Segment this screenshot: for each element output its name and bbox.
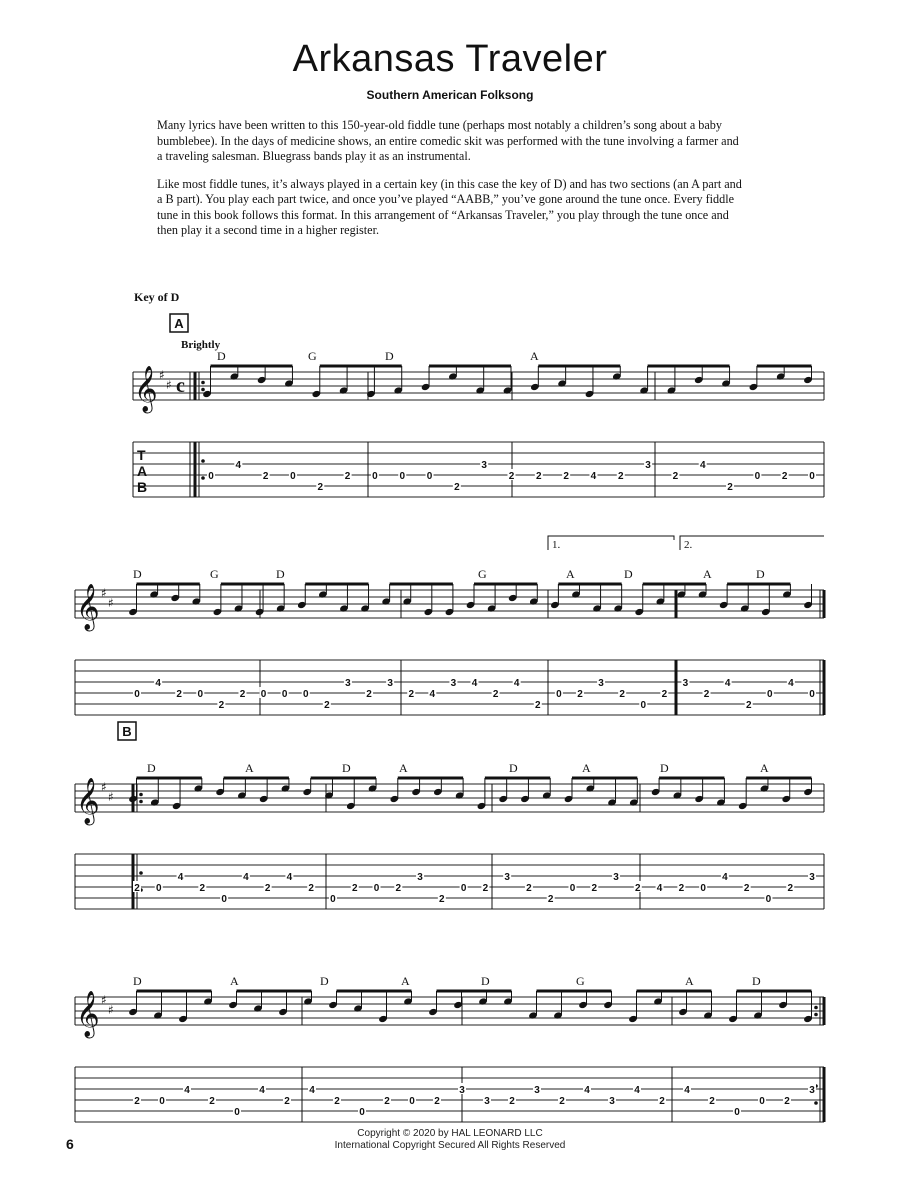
tab-number: 3 (387, 678, 393, 689)
tab-number: 2 (439, 894, 445, 905)
copyright-line: Copyright © 2020 by HAL LEONARD LLC (357, 1128, 543, 1139)
tab-number: 2 (703, 689, 710, 700)
tab-number: 2 (408, 689, 414, 700)
treble-clef: 𝄞 (76, 778, 100, 824)
repeat-dot (201, 476, 205, 480)
repeat-dot (139, 871, 143, 875)
copyright-line: International Copyright Secured All Rights Reserved (334, 1140, 566, 1151)
tab-number: 3 (645, 460, 651, 471)
tab-clef-letter: B (137, 479, 148, 495)
tab-number: 0 (640, 700, 647, 711)
tab-number: 2 (509, 1096, 515, 1107)
chord-symbol: D (752, 974, 761, 988)
tab-number: 2 (176, 689, 182, 700)
tab-number: 2 (454, 482, 460, 493)
ending-label: 2. (684, 539, 693, 551)
tab-number: 3 (609, 1096, 615, 1107)
tab-number: 0 (302, 689, 309, 700)
tab-number: 2 (482, 883, 489, 894)
key-sharp: ♯ (166, 378, 172, 392)
tab-number: 2 (635, 883, 641, 894)
key-sharp: ♯ (101, 586, 107, 600)
tab-number: 2 (239, 689, 246, 700)
page-number: 6 (66, 1136, 74, 1152)
tab-number: 2 (134, 883, 140, 894)
chord-symbol: D (481, 974, 490, 988)
tab-number: 2 (727, 482, 733, 493)
ending-label: 1. (552, 539, 561, 551)
tab-number: 0 (330, 894, 336, 905)
treble-clef: 𝄞 (76, 991, 100, 1037)
tab-number: 3 (484, 1096, 490, 1107)
tab-number: 3 (682, 678, 689, 689)
tab-number: 2 (218, 700, 225, 711)
tab-number: 0 (734, 1107, 740, 1118)
repeat-dot (139, 800, 143, 804)
tab-number: 2 (526, 883, 532, 894)
tab-number: 0 (359, 1107, 365, 1118)
tab-number: 2 (591, 883, 598, 894)
repeat-dot (201, 388, 205, 392)
chord-symbol: G (478, 567, 487, 581)
tab-number: 2 (535, 700, 541, 711)
chord-symbol: D (660, 761, 669, 775)
chord-symbol: D (624, 567, 633, 581)
tab-clef-letter: T (137, 447, 146, 463)
tab-number: 0 (281, 689, 288, 700)
music-system (0, 528, 900, 728)
intro-paragraph: Many lyrics have been written to this 150-year-old fiddle tune (perhaps most notably a children’s song about a baby bumblebee). In the days of medicine shows, an entire comedic skit was performed with the tune involving a farmer and a traveling salesman. Bluegrass bands play it as an instrumental. (157, 118, 739, 163)
tab-number: 3 (450, 678, 457, 689)
tab-number: 4 (286, 872, 293, 883)
key-sharp: ♯ (101, 993, 107, 1007)
chord-symbol: D (320, 974, 329, 988)
music-system (0, 722, 900, 922)
chord-symbol: D (133, 974, 142, 988)
repeat-dot (201, 459, 205, 463)
tab-number: 4 (235, 460, 242, 471)
song-title: Arkansas Traveler (292, 38, 608, 80)
chord-symbol: A (685, 974, 694, 988)
treble-clef: 𝄞 (134, 366, 158, 412)
tab-number: 3 (534, 1085, 540, 1096)
key-sharp: ♯ (159, 368, 165, 382)
chord-symbol: A (245, 761, 254, 775)
tab-number: 2 (787, 883, 794, 894)
tab-number: 4 (243, 872, 249, 883)
tab-number: 2 (709, 1096, 715, 1107)
notation-svg (0, 310, 900, 510)
tab-number: 4 (309, 1085, 315, 1096)
key-sharp: ♯ (108, 790, 114, 804)
notation-svg (0, 935, 900, 1135)
tab-number: 0 (809, 471, 815, 482)
tab-number: 0 (556, 689, 562, 700)
chord-symbol: D (133, 567, 142, 581)
treble-clef: 𝄞 (76, 584, 100, 630)
tab-number: 0 (197, 689, 204, 700)
tab-number: 2 (563, 471, 569, 482)
tab-number: 4 (513, 678, 520, 689)
key-sharp: ♯ (101, 780, 107, 794)
tab-number: 2 (659, 1096, 665, 1107)
tab-number: 2 (264, 883, 271, 894)
chord-symbol: G (576, 974, 585, 988)
tab-number: 2 (351, 883, 358, 894)
tab-number: 2 (284, 1096, 290, 1107)
chord-symbol: A (582, 761, 591, 775)
tab-number: 0 (759, 1096, 765, 1107)
tab-number: 0 (460, 883, 467, 894)
song-subtitle: Southern American Folksong (366, 88, 534, 102)
tab-number: 2 (308, 883, 314, 894)
tab-number: 0 (373, 883, 380, 894)
tab-number: 2 (617, 471, 624, 482)
tab-number: 2 (672, 471, 679, 482)
tab-number: 3 (345, 678, 351, 689)
repeat-dot (139, 793, 143, 797)
tab-number: 0 (208, 471, 214, 482)
tab-number: 4 (788, 678, 794, 689)
tab-number: 0 (290, 471, 296, 482)
tab-number: 2 (508, 471, 515, 482)
tab-number: 2 (661, 689, 668, 700)
tab-number: 0 (700, 883, 706, 894)
tab-number: 4 (259, 1085, 265, 1096)
tab-clef-letter: A (137, 463, 148, 479)
tempo-marking: Brightly (181, 339, 221, 351)
tab-number: 4 (722, 872, 728, 883)
chord-symbol: G (308, 349, 317, 363)
key-label: Key of D (134, 290, 180, 304)
chord-symbol: D (217, 349, 226, 363)
tab-number: 0 (409, 1096, 415, 1107)
tab-number: 3 (417, 872, 423, 883)
tab-number: 0 (159, 1096, 165, 1107)
tab-number: 2 (492, 689, 499, 700)
chord-symbol: D (342, 761, 351, 775)
key-sharp: ♯ (108, 1003, 114, 1017)
music-system (0, 935, 900, 1135)
rehearsal-mark: B (122, 724, 132, 739)
repeat-dot (814, 1013, 818, 1017)
chord-symbol: D (509, 761, 518, 775)
tab-number: 2 (547, 894, 554, 905)
repeat-dot (814, 1101, 818, 1105)
chord-symbol: A (401, 974, 410, 988)
tab-number: 2 (209, 1096, 215, 1107)
chord-symbol: A (399, 761, 408, 775)
chord-symbol: A (230, 974, 239, 988)
tab-number: 3 (809, 1085, 815, 1096)
tab-number: 2 (344, 471, 351, 482)
tab-number: 2 (384, 1096, 390, 1107)
tab-number: 2 (781, 471, 788, 482)
tab-number: 4 (471, 678, 478, 689)
chord-symbol: G (210, 567, 219, 581)
chord-symbol: A (703, 567, 712, 581)
tab-number: 2 (619, 689, 625, 700)
tab-number: 0 (234, 1107, 240, 1118)
chord-symbol: D (756, 567, 765, 581)
tab-number: 4 (699, 460, 706, 471)
tab-number: 2 (434, 1096, 440, 1107)
tab-number: 4 (429, 689, 436, 700)
tab-number: 4 (656, 883, 663, 894)
tab-number: 0 (809, 689, 815, 700)
chord-symbol: A (760, 761, 769, 775)
tab-number: 0 (399, 471, 406, 482)
tab-number: 2 (395, 883, 402, 894)
tab-number: 4 (634, 1085, 640, 1096)
tab-number: 0 (155, 883, 162, 894)
chord-symbol: D (276, 567, 285, 581)
tab-number: 4 (590, 471, 597, 482)
tab-number: 4 (684, 1085, 690, 1096)
tab-number: 2 (784, 1096, 790, 1107)
copyright-notice (0, 1128, 900, 1152)
rehearsal-mark: A (174, 316, 184, 331)
tab-number: 2 (678, 883, 685, 894)
repeat-dot (814, 1006, 818, 1010)
tab-number: 3 (809, 872, 815, 883)
tab-number: 4 (177, 872, 184, 883)
key-sharp: ♯ (108, 596, 114, 610)
chord-symbol: D (147, 761, 156, 775)
tab-number: 0 (765, 894, 772, 905)
notation-svg (0, 722, 900, 922)
music-system (0, 310, 900, 510)
tab-number: 2 (317, 482, 324, 493)
tab-number: 3 (481, 460, 487, 471)
tab-number: 0 (134, 689, 140, 700)
repeat-dot (201, 381, 205, 385)
tab-number: 2 (559, 1096, 565, 1107)
notation-svg (0, 528, 900, 728)
tab-number: 2 (536, 471, 542, 482)
tab-number: 2 (366, 689, 372, 700)
tab-number: 0 (221, 894, 227, 905)
ending-bracket (680, 536, 824, 550)
tab-number: 0 (569, 883, 576, 894)
intro-paragraph: Like most fiddle tunes, it’s always played in a certain key (in this case the key of D) and has two sections (an A part and a B part). You play each part twice, and once you’ve played “AABB,” you’ve gone around the tune once. Every fiddle tune in this book follows this format. In this arrangement of “Arkansas Traveler,” you play through the tune once and then play it a second time in a higher register. (157, 176, 742, 237)
tab-number: 3 (613, 872, 619, 883)
time-signature: c (176, 375, 185, 397)
tab-number: 4 (584, 1085, 590, 1096)
tab-number: 2 (743, 883, 750, 894)
tab-number: 4 (155, 678, 161, 689)
tab-number: 2 (199, 883, 206, 894)
tab-number: 2 (324, 700, 330, 711)
tab-number: 0 (767, 689, 773, 700)
tab-number: 4 (184, 1085, 190, 1096)
tab-number: 2 (745, 700, 752, 711)
tab-number: 2 (262, 471, 269, 482)
tab-number: 2 (577, 689, 583, 700)
tab-number: 3 (504, 872, 510, 883)
tab-number: 0 (426, 471, 433, 482)
tab-number: 3 (459, 1085, 465, 1096)
tab-number: 2 (334, 1096, 340, 1107)
ending-bracket (548, 536, 674, 550)
tab-number: 4 (724, 678, 731, 689)
intro-text (157, 118, 745, 251)
chord-symbol: A (566, 567, 575, 581)
chord-symbol: D (385, 349, 394, 363)
chord-symbol: A (530, 349, 539, 363)
tab-number: 0 (372, 471, 378, 482)
tab-number: 3 (598, 678, 604, 689)
tab-number: 2 (134, 1096, 140, 1107)
tab-number: 0 (260, 689, 267, 700)
tab-number: 0 (754, 471, 761, 482)
